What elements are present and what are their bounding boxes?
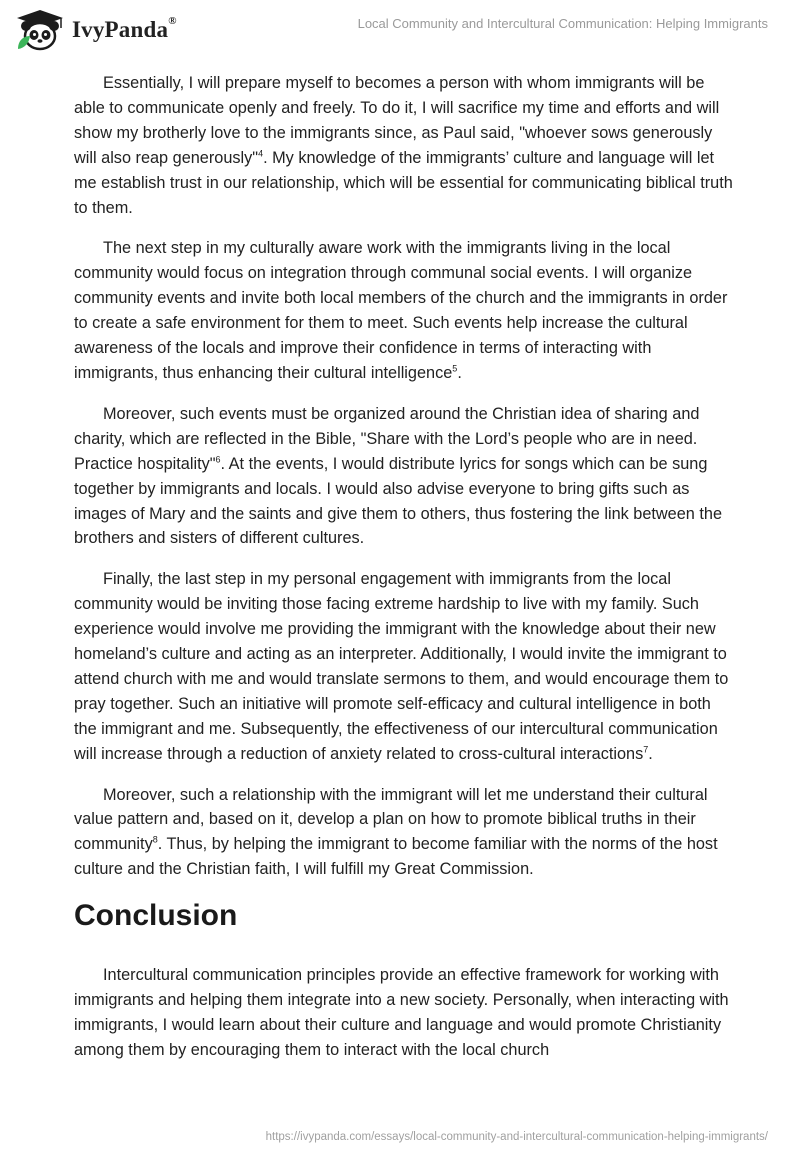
essay-body xyxy=(74,71,734,1079)
source-url[interactable]: https://ivypanda.com/essays/local-community-and-intercultural-communication-helping-immigrants/ xyxy=(265,1131,768,1143)
paragraph: Moreover, such a relationship with the immigrant will let me understand their cultural value pattern and, based on it, develop a plan on how to promote biblical truths in their community$^8$. Thus, by helping the immigrant to become familiar with the norms of the host culture and the Christian faith, I will fulfill my Great Commission. xyxy=(74,785,718,879)
panda-graduate-icon xyxy=(14,9,66,51)
footnote-ref[interactable]: 7 xyxy=(643,744,649,755)
paragraph: The next step in my culturally aware work with the immigrants living in the local community would focus on integration through communal social events. I will organize community events and invite both local members of the church and the immigrants in order to create a safe environment for them to meet. Such events help increase the cultural awareness of the locals and improve their confidence in terms of interacting with immigrants, thus enhancing their cultural intelligence$^5$. xyxy=(74,239,728,382)
footnote-ref[interactable]: 4 xyxy=(258,148,264,159)
paragraph: Intercultural communication principles provide an effective framework for working with immigrants and helping them integrate into a new society. Personally, when interacting with immigrants, I would learn about their culture and language and would promote Christianity among them by encouraging them to interact with the local church xyxy=(74,966,729,1059)
paragraph: Finally, the last step in my personal engagement with immigrants from the local community would be inviting those facing extreme hardship to live with my family. Such experience would involve me providing the immigrant with the knowledge about their new homeland’s culture and acting as an interpreter. Additionally, I would invite the immigrant to attend church with me and would translate sermons to them, and would encourage them to pray together. Such an initiative will promote self-efficacy and cultural intelligence in both the immigrant and me. Subsequently, the effectiveness of our intercultural communication will increase through a reduction of anxiety related to cross-cultural interactions$^7$. xyxy=(74,570,729,763)
footnote-ref[interactable]: 6 xyxy=(215,454,221,465)
page-header xyxy=(0,0,800,60)
document-title: Local Community and Intercultural Communication: Helping Immigrants xyxy=(357,16,768,31)
paragraph: Essentially, I will prepare myself to becomes a person with whom immigrants will be able to communicate openly and freely. To do it, I will sacrifice my time and efforts and will show my brotherly love to the immigrants since, as Paul said, "whoever sows generously will also reap generously"$^4$. My knowledge of the immigrants’ culture and language will let me establish trust in our relationship, which will be essential for communicating biblical truth to them. xyxy=(74,74,733,217)
brand-name: IvyPanda® xyxy=(72,15,177,42)
footnote-ref[interactable]: 8 xyxy=(152,834,158,845)
footnote-ref[interactable]: 5 xyxy=(452,363,458,374)
ivypanda-logo[interactable] xyxy=(14,9,177,51)
section-heading-conclusion: Conclusion xyxy=(74,899,238,933)
paragraph: Moreover, such events must be organized around the Christian idea of sharing and charity, which are reflected in the Bible, "Share with the Lord’s people who are in need. Practice hospitality"$^6$. At the events, I would distribute lyrics for songs which can be sung together by immigrants and locals. I would also advise everyone to bring gifts such as images of Mary and the saints and give them to others, thus fostering the link between the brothers and sisters of different cultures. xyxy=(74,404,722,548)
